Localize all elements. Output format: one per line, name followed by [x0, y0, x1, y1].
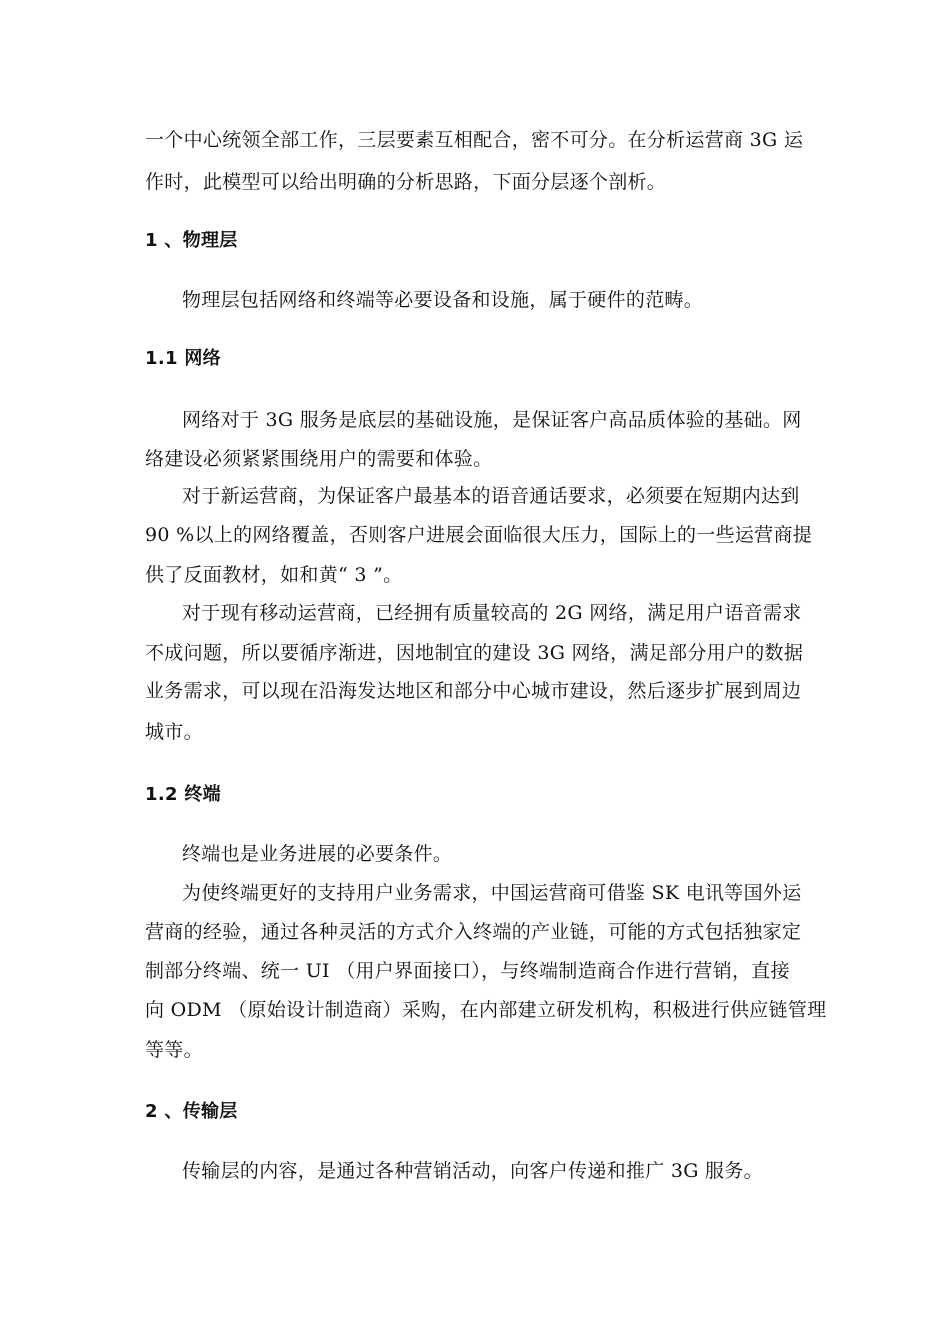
paragraph-line: 等等。 — [145, 1039, 203, 1061]
paragraph-line: 络建设必须紧紧围绕用户的需要和体验。 — [145, 448, 493, 470]
paragraph-line: 营商的经验，通过各种灵活的方式介入终端的产业链，可能的方式包括独家定 — [145, 921, 802, 943]
paragraph-line: 为使终端更好的支持用户业务需求，中国运营商可借鉴 SK 电讯等国外运 — [182, 882, 802, 904]
paragraph-line: 业务需求，可以现在沿海发达地区和部分中心城市建设，然后逐步扩展到周边 — [145, 680, 802, 702]
paragraph-line: 供了反面教材，如和黄“ 3 ”。 — [145, 564, 403, 586]
intro-line-2: 作时，此模型可以给出明确的分析思路，下面分层逐个剖析。 — [145, 171, 667, 193]
paragraph-line: 制部分终端、统一 UI （用户界面接口），与终端制造商合作进行营销，直接 — [145, 960, 790, 982]
paragraph-line: 传输层的内容，是通过各种营销活动，向客户传递和推广 3G 服务。 — [182, 1160, 763, 1182]
intro-line-1: 一个中心统领全部工作，三层要素互相配合，密不可分。在分析运营商 3G 运 — [145, 129, 804, 151]
paragraph-line: 对于新运营商，为保证客户最基本的语音通话要求，必须要在短期内达到 — [182, 485, 800, 507]
section-heading-terminal: 1.2 终端 — [145, 784, 221, 805]
section-heading-physical-layer: 1 、物理层 — [145, 230, 238, 251]
paragraph-line: 不成问题，所以要循序渐进，因地制宜的建设 3G 网络，满足部分用户的数据 — [145, 642, 804, 664]
section-heading-transport-layer: 2 、传输层 — [145, 1101, 238, 1122]
paragraph-line: 向 ODM （原始设计制造商）采购，在内部建立研发机构，积极进行供应链管理 — [145, 999, 827, 1021]
paragraph-line: 物理层包括网络和终端等必要设备和设施，属于硬件的范畴。 — [182, 289, 704, 311]
paragraph-line: 城市。 — [145, 721, 203, 743]
paragraph-line: 90 %以上的网络覆盖，否则客户进展会面临很大压力，国际上的一些运营商提 — [145, 524, 813, 546]
paragraph-line: 对于现有移动运营商，已经拥有质量较高的 2G 网络，满足用户语音需求 — [182, 602, 802, 624]
paragraph-line: 网络对于 3G 服务是底层的基础设施，是保证客户高品质体验的基础。网 — [182, 409, 802, 431]
section-heading-network: 1.1 网络 — [145, 348, 221, 369]
paragraph-line: 终端也是业务进展的必要条件。 — [182, 843, 453, 865]
